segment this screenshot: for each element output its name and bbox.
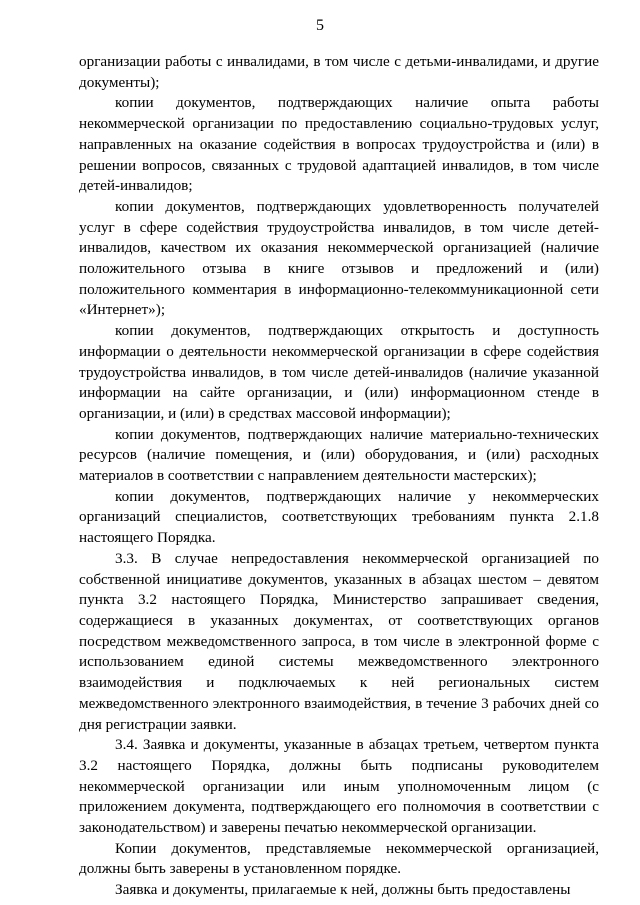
paragraph-clause-3-3: 3.3. В случае непредоставления некоммерческой организацией по собственной инициативе документов, указанных в абзацах шестом – девятом пункта 3.2 настоящего Порядка, Министерство запрашивает сведения, содержащиеся в указанных документах, от соответствующих органов посредством межведомственного запроса, в том числе в электронной форме с использованием единой системы межведомственного электронного взаимодействия и подключаемых к ней региональных систем межведомственного электронного взаимодействия, в течение 3 рабочих дней со дня регистрации заявки. <box>79 549 599 733</box>
paragraph-copies-certified: Копии документов, представляемые некоммерческой организацией, должны быть заверены в установленном порядке. <box>79 839 599 878</box>
paragraph-specialists-docs: копии документов, подтверждающих наличие у некоммерческих организаций специалистов, соответствующих требованиям пункта 2.1.8 настоящего Порядка. <box>79 487 599 547</box>
document-body <box>79 52 599 901</box>
page-number: 5 <box>316 17 324 34</box>
paragraph-satisfaction-docs: копии документов, подтверждающих удовлетворенность получателей услуг в сфере содействия трудоустройства инвалидов, в том числе детей-инвалидов, качеством их оказания некоммерческой организацией (наличие положительного отзыва в книге отзывов и предложений и (или) положительного комментария в информационно-телекоммуникационной сети «Интернет»); <box>79 197 599 319</box>
paragraph-experience-docs: копии документов, подтверждающих наличие опыта работы некоммерческой организации по предоставлению социально-трудовых услуг, направленных на оказание содействия в вопросах трудоустройства и (или) в решении вопросов, связанных с трудовой адаптацией инвалидов, в том числе детей-инвалидов; <box>79 94 599 195</box>
paragraph-openness-docs: копии документов, подтверждающих открытость и доступность информации о деятельности некоммерческой организации в сфере содействия трудоустройства инвалидов, в том числе детей-инвалидов (наличие указанной информации на сайте организации, и (или) информационном стенде в организации, и (или) в средствах массовой информации); <box>79 322 599 422</box>
paragraph-clause-3-4: 3.4. Заявка и документы, указанные в абзацах третьем, четвертом пункта 3.2 настоящего Порядка, должны быть подписаны руководителем некоммерческой организации или иным уполномоченным лицом (с приложением документа, подтверждающего его полномочия в соответствии с законодательством) и заверены печатью некоммерческой организации. <box>79 736 599 837</box>
paragraph-resources-docs: копии документов, подтверждающих наличие материально-технических ресурсов (наличие помещения, и (или) оборудования, и (или) расходных материалов в соответствии с направлением деятельности мастерских); <box>79 425 599 485</box>
paragraph-application-submission: Заявка и документы, прилагаемые к ней, должны быть предоставлены <box>115 881 571 899</box>
paragraph-continuation: организации работы с инвалидами, в том числе с детьми-инвалидами, и другие документы); <box>79 53 599 91</box>
